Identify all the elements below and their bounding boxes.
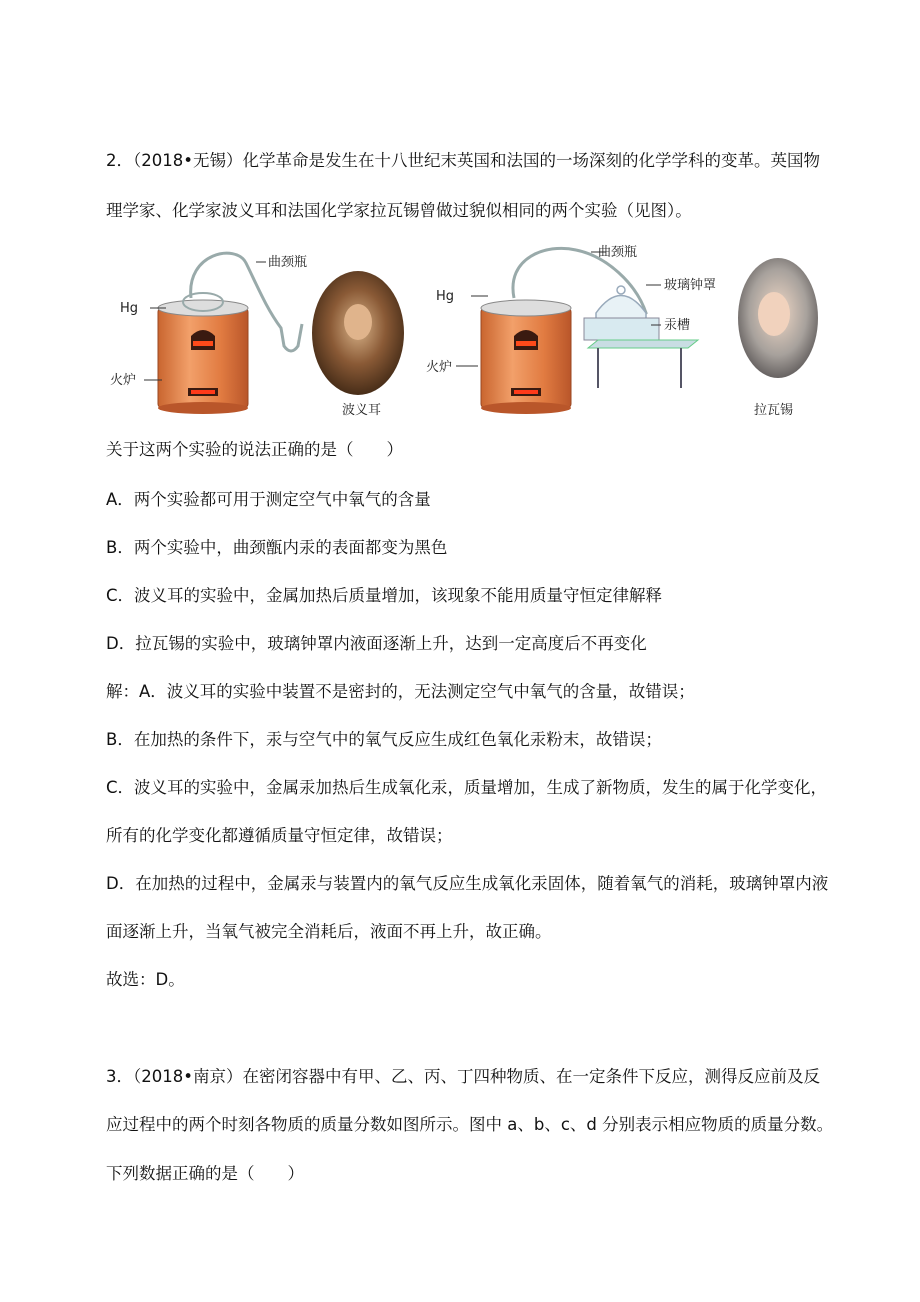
label-bell-jar: 玻璃钟罩 [664, 278, 717, 293]
label-flask-left: 曲颈瓶 [268, 255, 308, 270]
answer-line: 故选：D。 [106, 970, 185, 989]
solution-line-3: C．波义耳的实验中，金属汞加热后生成氧化汞，质量增加，生成了新物质，发生的属于化学变化， [106, 778, 828, 797]
q3-line-3: 下列数据正确的是（ ） [106, 1164, 304, 1183]
option-a: A．两个实验都可用于测定空气中氧气的含量 [106, 490, 431, 509]
solution-line-5: D．在加热的过程中，金属汞与装置内的氧气反应生成氧化汞固体，随着氧气的消耗，玻璃钟罩内液 [106, 874, 829, 893]
option-b: B．两个实验中，曲颈甑内汞的表面都变为黑色 [106, 538, 448, 557]
right-apparatus [456, 248, 698, 414]
q3-line-2: 应过程中的两个时刻各物质的质量分数如图所示。图中 a、b、c、d 分别表示相应物质的质量分数。 [106, 1115, 834, 1134]
label-lavoisier: 拉瓦锡 [754, 403, 794, 418]
lavoisier-portrait [738, 258, 818, 378]
label-trough: 汞槽 [664, 318, 691, 333]
experiment-figure [106, 238, 826, 420]
q2-line-1: 2．（2018•无锡）化学革命是发生在十八世纪末英国和法国的一场深刻的化学学科的变革。英国物 [106, 151, 820, 170]
q2-stem: 关于这两个实验的说法正确的是（ ） [106, 440, 403, 459]
boyle-portrait [312, 271, 404, 395]
solution-line-2: B．在加热的条件下，汞与空气中的氧气反应生成红色氧化汞粉末，故错误； [106, 730, 662, 749]
label-hg-right: Hg [436, 289, 455, 304]
solution-line-1: 解：A．波义耳的实验中装置不是密封的，无法测定空气中氧气的含量，故错误； [106, 682, 695, 701]
solution-line-6: 面逐渐上升，当氧气被完全消耗后，液面不再上升，故正确。 [106, 922, 552, 941]
label-flask-right: 曲颈瓶 [598, 245, 638, 260]
solution-line-4: 所有的化学变化都遵循质量守恒定律，故错误； [106, 826, 453, 845]
label-furnace-right: 火炉 [426, 360, 453, 375]
option-c: C．波义耳的实验中，金属加热后质量增加，该现象不能用质量守恒定律解释 [106, 586, 663, 605]
q3-line-1: 3．（2018•南京）在密闭容器中有甲、乙、丙、丁四种物质、在一定条件下反应，测得反应前及反 [106, 1067, 820, 1086]
label-furnace-left: 火炉 [110, 373, 137, 388]
option-d: D．拉瓦锡的实验中，玻璃钟罩内液面逐渐上升，达到一定高度后不再变化 [106, 634, 647, 653]
label-boyle: 波义耳 [342, 403, 382, 418]
q2-line-2: 理学家、化学家波义耳和法国化学家拉瓦锡曾做过貌似相同的两个实验（见图）。 [106, 201, 692, 220]
left-apparatus [144, 253, 302, 414]
label-hg-left: Hg [120, 301, 139, 316]
